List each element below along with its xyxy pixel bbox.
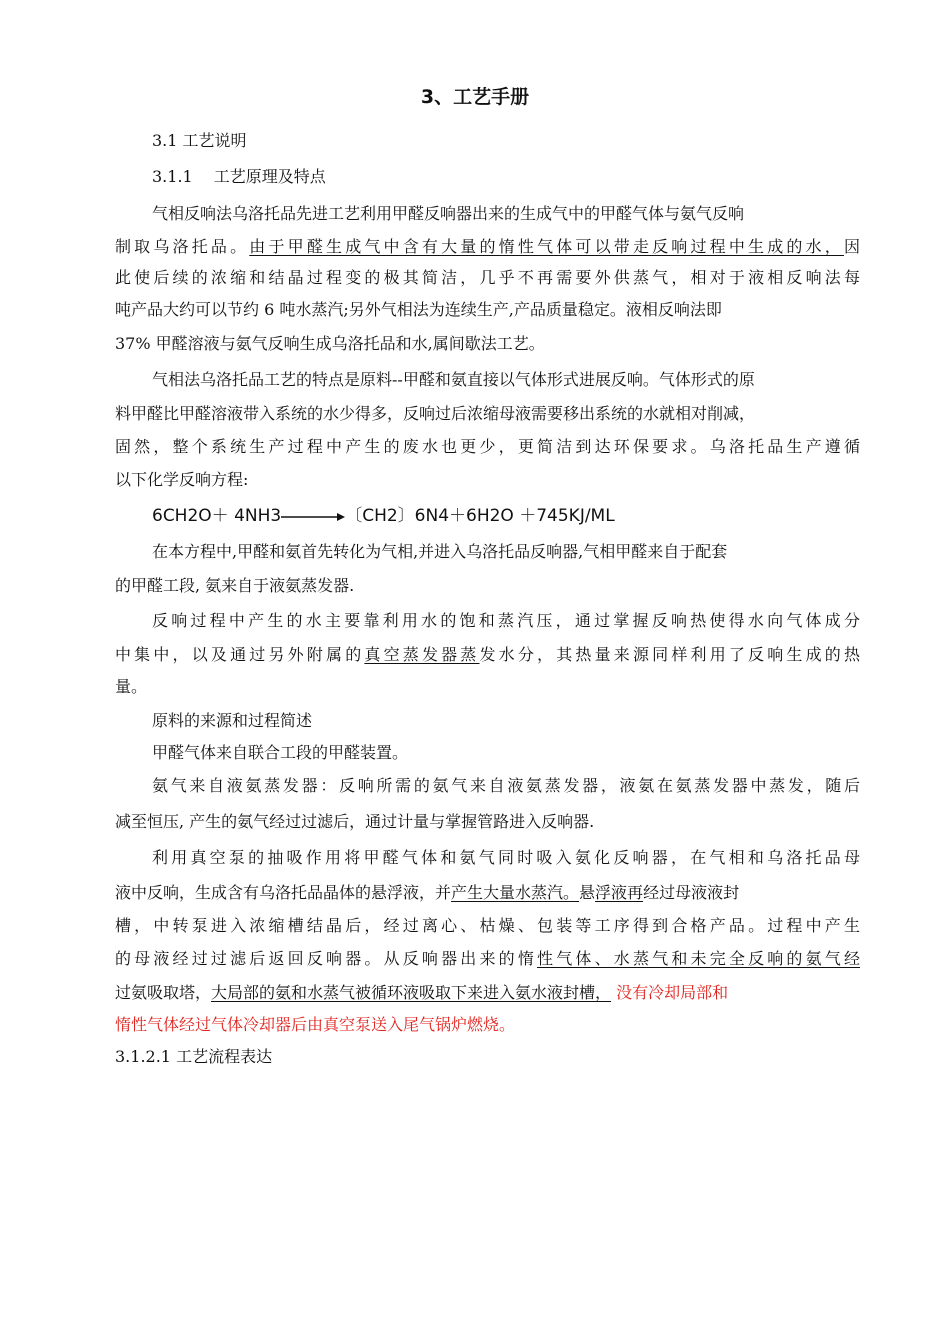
raw-material-line1: 甲醛气体来自联合工段的甲醛装置。 <box>152 743 409 762</box>
para1-line5: 37% 甲醛溶液与氨气反响生成乌洛托品和水,属间歇法工艺。 <box>115 334 545 353</box>
page-title: 3、工艺手册 <box>420 86 530 108</box>
section-heading-3-1: 3.1 工艺说明 <box>152 131 247 150</box>
reaction-arrow-icon <box>281 508 345 522</box>
para2-line2: 料甲醛比甲醛溶液带入系统的水少得多，反响过后浓缩母液需要移出系统的水就相对削减， <box>115 404 756 423</box>
underlined-text: 产生大量水蒸汽。 <box>451 883 580 902</box>
para2-line3: 固然，整个系统生产过程中产生的废水也更少，更简洁到达环保要求。乌洛托品生产遵循 <box>115 437 860 456</box>
para1-line2: 制取乌洛托品。由于甲醛生成气中含有大量的惰性气体可以带走反响过程中生成的水，因 <box>115 237 860 256</box>
underlined-text: 由于甲醛生成气中含有大量的惰性气体可以带走反响过程中生成的水， <box>249 237 844 256</box>
para6-line3: 槽，中转泵进入浓缩槽结晶后，经过离心、枯燥、包装等工序得到合格产品。过程中产生 <box>115 916 860 935</box>
red-highlight-text: 没有冷却局部和 <box>611 983 729 1002</box>
para5-line2: 减至恒压, 产生的氨气经过过滤后，通过计量与掌握管路进入反响器. <box>115 812 595 831</box>
para3-line1: 在本方程中,甲醛和氨首先转化为气相,并进入乌洛托品反响器,气相甲醛来自于配套 <box>152 542 728 561</box>
para2-line1: 气相法乌洛托品工艺的特点是原料--甲醛和氨直接以气体形式进展反响。气体形式的原 <box>152 370 755 389</box>
para6-line4: 的母液经过过滤后返回反响器。从反响器出来的惰性气体、水蒸气和未完全反响的氨气经 <box>115 949 860 968</box>
para1-line3: 此使后续的浓缩和结晶过程变的极其简洁，几乎不再需要外供蒸气，相对于液相反响法每 <box>115 268 860 287</box>
underlined-text: 浮液再 <box>595 883 644 902</box>
para3-line2: 的甲醛工段, 氨来自于液氨蒸发器. <box>115 576 355 595</box>
para6-line1: 利用真空泵的抽吸作用将甲醛气体和氨气同时吸入氨化反响器，在气相和乌洛托品母 <box>152 848 860 867</box>
para4-line2: 中集中，以及通过另外附属的真空蒸发器蒸发水分，其热量来源同样利用了反响生成的热 <box>115 645 860 664</box>
underlined-text: 真空蒸发器蒸 <box>364 645 480 664</box>
para6-line2: 液中反响，生成含有乌洛托品晶体的悬浮液，并产生大量水蒸汽。悬浮液再经过母液液封 <box>115 883 740 902</box>
para5-line1: 氨气来自液氨蒸发器：反响所需的氨气来自液氨蒸发器，液氨在氨蒸发器中蒸发，随后 <box>152 776 860 795</box>
para1-line1: 气相反响法乌洛托品先进工艺利用甲醛反响器出来的生成气中的甲醛气体与氨气反响 <box>152 204 745 223</box>
underlined-text: 性气体、水蒸气和未完全反响的氨气经 <box>537 949 860 968</box>
section-heading-3-1-1: 3.1.1 工艺原理及特点 <box>152 167 326 186</box>
para4-line1: 反响过程中产生的水主要靠利用水的饱和蒸汽压，通过掌握反响热使得水向气体成分 <box>152 611 860 630</box>
para1-line4: 吨产品大约可以节约 6 吨水蒸汽;另外气相法为连续生产,产品质量稳定。液相反响法即 <box>115 300 722 319</box>
chemical-equation: 6CH2O＋ 4NH3 〔CH2〕6N4＋6H2O ＋745KJ/ML <box>152 506 615 526</box>
para2-line4: 以下化学反响方程: <box>115 470 249 489</box>
section-heading-3-1-2-1: 3.1.2.1 工艺流程表达 <box>115 1047 273 1066</box>
para6-line5: 过氨吸取塔，大局部的氨和水蒸气被循环液吸取下来进入氨水液封槽， 没有冷却局部和 <box>115 983 729 1002</box>
raw-material-heading: 原料的来源和过程简述 <box>152 711 313 730</box>
para4-line3: 量。 <box>115 677 148 696</box>
para6-line6-red: 惰性气体经过气体冷却器后由真空泵送入尾气锅炉燃烧。 <box>115 1015 516 1034</box>
underlined-text: 大局部的氨和水蒸气被循环液吸取下来进入氨水液封槽， <box>211 983 612 1002</box>
